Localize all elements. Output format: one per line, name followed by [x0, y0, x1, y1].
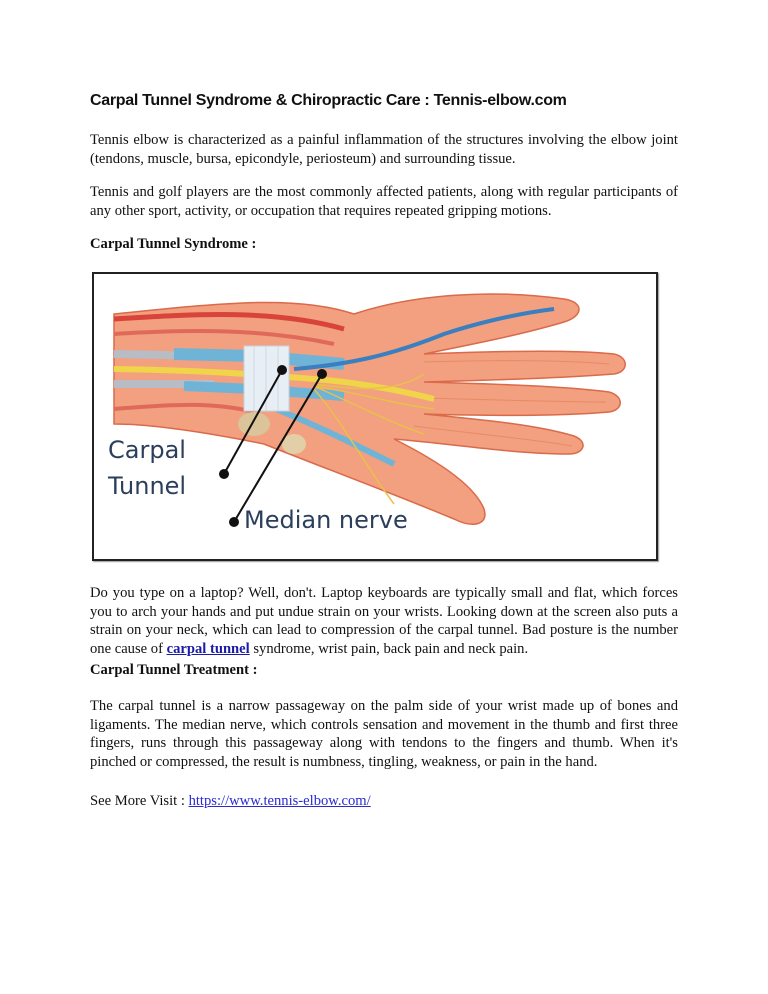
- see-more-label: See More Visit :: [90, 793, 189, 809]
- see-more-line: [90, 792, 678, 811]
- intro-paragraph-1: Tennis elbow is characterized as a painful inflammation of the structures involving the elbow joint (tendons, muscle, bursa, epicondyle, periosteum) and surrounding tissue.: [90, 132, 678, 167]
- carpal-tunnel-label-line1: Carpal: [108, 436, 186, 464]
- laptop-paragraph-text: Do you type on a laptop? Well, don't. Laptop keyboards are typically small and flat, which forces you to arch your hands and put undue strain on your wrists. Looking down at the screen also puts a strain on your neck, which can lead to compression of the carpal tunnel. Bad posture is the number one cause of: [90, 585, 678, 657]
- carpal-tunnel-link[interactable]: carpal tunnel: [166, 640, 250, 657]
- carpal-tunnel-label-line2: Tunnel: [108, 472, 187, 500]
- page-title: Carpal Tunnel Syndrome & Chiropractic Care : Tennis-elbow.com: [90, 92, 567, 109]
- median-nerve-label: Median nerve: [244, 506, 408, 534]
- intro-paragraph-2: Tennis and golf players are the most commonly affected patients, along with regular participants of any other sport, activity, or occupation that requires repeated gripping motions.: [90, 184, 678, 219]
- treatment-paragraph: The carpal tunnel is a narrow passageway on the palm side of your wrist made up of bones and ligaments. The median nerve, which controls sensation and movement in the thumb and first three fingers, runs through this passageway along with tendons to the fingers and thumb. When it's pinched or compressed, the result is numbness, tingling, weakness, or pain in the hand.: [90, 698, 678, 770]
- hand-anatomy-figure: [92, 272, 658, 561]
- section-heading-syndrome: Carpal Tunnel Syndrome :: [90, 236, 257, 252]
- laptop-paragraph: [90, 584, 678, 658]
- website-link[interactable]: https://www.tennis-elbow.com/: [188, 793, 371, 809]
- section-heading-treatment: Carpal Tunnel Treatment :: [90, 662, 258, 678]
- laptop-paragraph-text-end: syndrome, wrist pain, back pain and neck pain.: [249, 640, 529, 657]
